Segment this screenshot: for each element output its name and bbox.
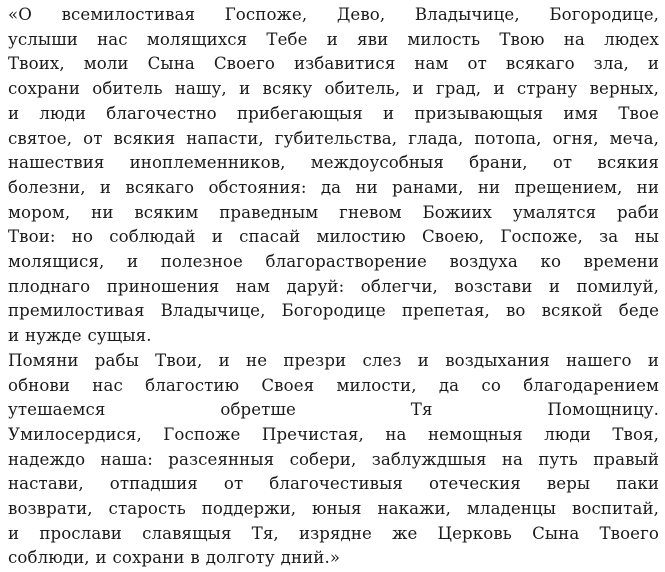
text-line: «О всемилостивая Госпоже, Дево, Владычице, Богородице, <box>8 5 659 24</box>
text-line: нашествия иноплеменников, междоусобныя брани, от всякия <box>8 153 659 173</box>
text-line: соблюди, и сохрани в долготу дний.» <box>8 548 341 568</box>
paragraph-1 <box>8 3 659 349</box>
text-line: надеждо наша: разсеянныя собери, заблуждшыя на путь правый <box>8 449 659 469</box>
text-line: утешаемся обретше Тя Помощницу. <box>8 400 659 420</box>
text-line: святое, от всякия напасти, губительства, глада, потопа, огня, меча, <box>8 128 659 148</box>
text-line: Умилосердися, Госпоже Пречистая, на немощныя люди Твоя, <box>8 424 659 444</box>
paragraph-2 <box>8 349 659 571</box>
text-line: Твоих, моли Сына Своего избавитися нам от всякаго зла, и <box>8 54 659 74</box>
prayer-text <box>8 3 659 571</box>
text-line: и люди благочестно прибегающыя и призывающыя имя Твое <box>8 103 659 123</box>
text-line: сохрани обитель нашу, и всяку обитель, и град, и страну верных, <box>8 79 659 99</box>
text-line: обнови нас благостию Своея милости, да со благодарением <box>8 375 659 395</box>
text-line: плоднаго приношения нам даруй: облегчи, возстави и помилуй, <box>8 276 659 296</box>
text-line: Твои: но соблюдай и спасай милостию Своею, Госпоже, за ны <box>8 227 659 247</box>
text-line: болезни, и всякаго обстояния: да ни ранами, ни прещением, ни <box>8 177 659 197</box>
text-line: и нужде сущыя. <box>8 326 152 346</box>
text-line: молящися, и полезное благорастворение воздуха ко времени <box>8 252 659 272</box>
text-line: настави, отпадшия от благочестивыя отеческия веры паки <box>8 474 659 494</box>
text-line: мором, ни всяким праведным гневом Божиих умалятся раби <box>8 202 659 222</box>
text-line: и прослави славящыя Тя, изрядне же Церковь Сына Твоего <box>8 523 659 543</box>
text-line: услыши нас молящихся Тебе и яви милость Твою на людех <box>8 29 659 49</box>
text-line: Помяни рабы Твои, и не презри слез и воздыхания нашего и <box>8 350 659 370</box>
text-line: премилостивая Владычице, Богородице препетая, во всякой беде <box>8 301 659 321</box>
text-line: возврати, старость поддержи, юныя накажи, младенцы воспитай, <box>8 499 659 519</box>
